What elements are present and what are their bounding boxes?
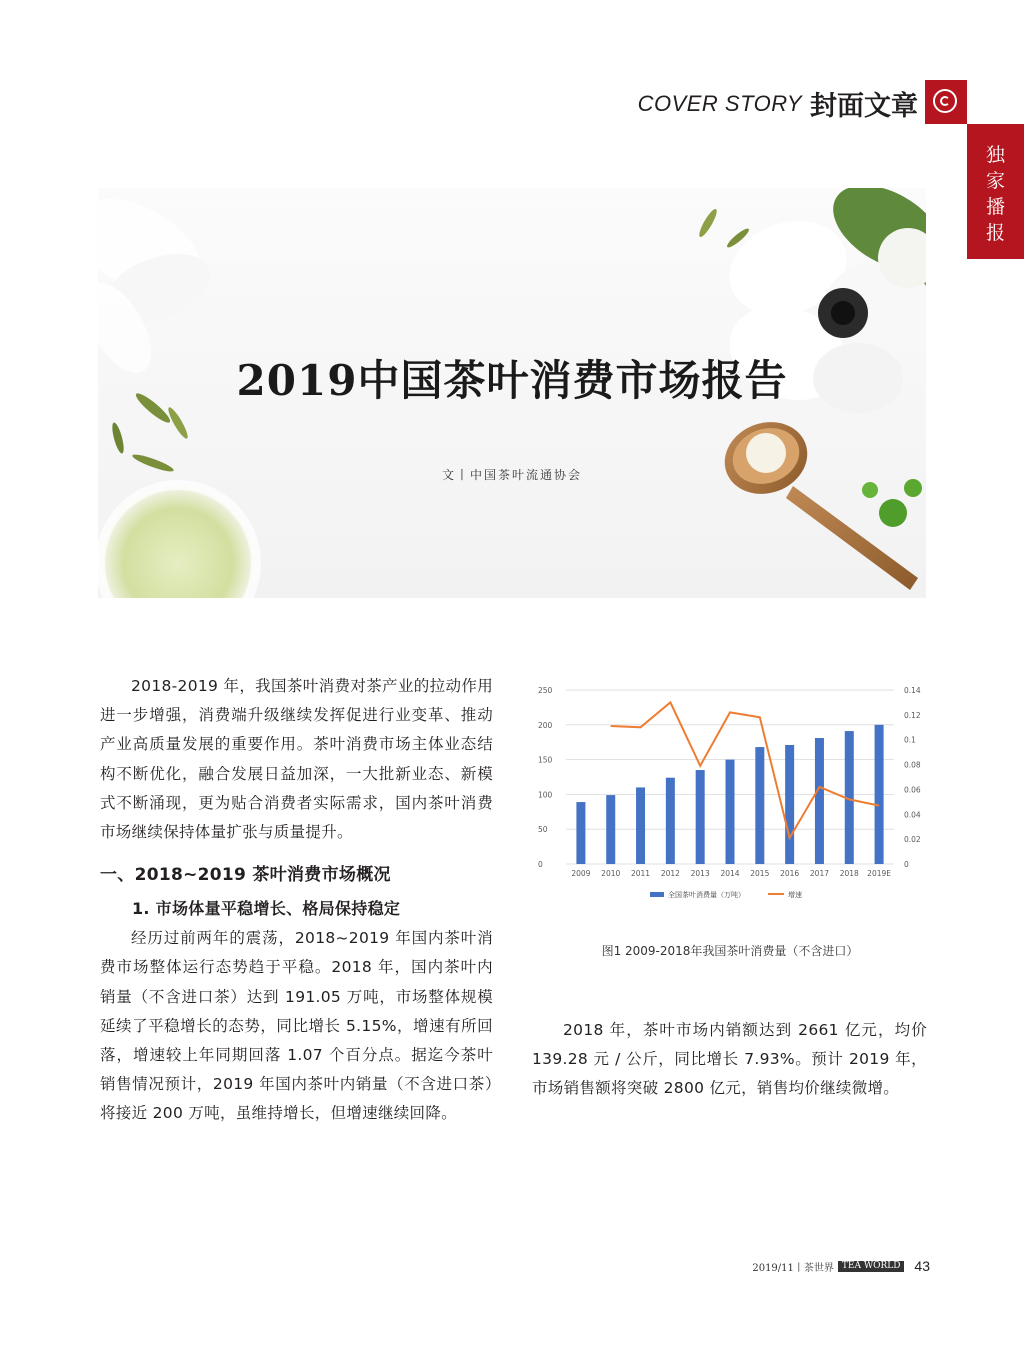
chart-caption: 图1 2009-2018年我国茶叶消费量（不含进口） <box>601 944 859 958</box>
x-tick-label: 2016 <box>780 869 800 878</box>
y-left-tick-label: 0 <box>538 860 543 869</box>
text-column-left <box>100 672 493 1129</box>
x-tick-label: 2019E <box>867 869 892 878</box>
chart-bar <box>785 745 794 864</box>
legend-swatch-bar <box>650 892 664 897</box>
chart-bar <box>875 725 884 864</box>
y-right-tick-label: 0.12 <box>904 710 921 720</box>
x-tick-label: 2011 <box>630 869 651 878</box>
side-tab <box>967 124 1024 259</box>
side-tab-char: 报 <box>985 222 1005 244</box>
chart-bar <box>606 795 615 864</box>
y-right-tick-label: 0.14 <box>904 686 921 695</box>
side-tab-char: 播 <box>985 196 1005 218</box>
chart-growth-line <box>611 702 879 838</box>
y-right-tick-label: 0.04 <box>904 810 921 820</box>
body-paragraph: 2018 年，茶叶市场内销额达到 2661 亿元，均价 139.28 元 / 公斤，同比增长 7.93%。预计 2019 年，市场销售额将突破 2800 亿元，销售均价继续微增。 <box>532 1021 927 1098</box>
x-tick-label: 2014 <box>720 869 740 878</box>
section-label-en: COVER STORY <box>637 90 802 116</box>
x-tick-label: 2012 <box>660 869 680 878</box>
magazine-logo-icon <box>925 80 967 124</box>
cover-banner <box>98 188 926 598</box>
page-footer <box>752 1258 930 1274</box>
y-left-tick-label: 150 <box>538 755 553 765</box>
y-right-tick-label: 0.1 <box>904 735 916 745</box>
legend-label: 全国茶叶消费量（万吨） <box>668 891 745 899</box>
text-column-right <box>532 1016 927 1104</box>
y-left-tick-label: 250 <box>538 686 553 695</box>
chart-bar <box>815 738 824 864</box>
chart-bar <box>726 760 735 864</box>
y-left-tick-label: 200 <box>538 720 553 730</box>
x-tick-label: 2009 <box>571 869 591 878</box>
issue-label: 2019/11丨茶世界 <box>752 1262 834 1274</box>
y-right-tick-label: 0.08 <box>904 760 921 770</box>
y-right-tick-label: 0.02 <box>904 835 921 845</box>
section-header <box>638 84 918 123</box>
chart-bar <box>666 778 675 864</box>
x-tick-label: 2017 <box>809 869 830 878</box>
consumption-chart <box>532 676 928 912</box>
section-heading: 一、2018~2019 茶叶消费市场概况 <box>100 865 391 886</box>
intro-paragraph: 2018-2019 年，我国茶叶消费对茶产业的拉动作用进一步增强，消费端升级继续发挥促进行业变革、推动产业高质量发展的重要作用。茶叶消费市场主体业态结构不断优化，融合发展日益加深，一大批新业态、新模式不断涌现，更为贴合消费者实际需求，国内茶叶消费市场继续保持体量扩张与质量提升。 <box>100 677 493 842</box>
chart-bar <box>755 747 764 864</box>
chart-bar <box>696 770 705 864</box>
chart-bar <box>636 787 645 864</box>
brand-label: TEA WORLD <box>838 1261 905 1272</box>
side-tab-char: 独 <box>985 144 1005 166</box>
page-number: 43 <box>914 1258 930 1274</box>
chart-bar <box>576 802 585 864</box>
y-left-tick-label: 100 <box>538 790 553 800</box>
subsection-heading: 1. 市场体量平稳增长、格局保持稳定 <box>132 899 401 919</box>
body-paragraph: 经历过前两年的震荡，2018~2019 年国内茶叶消费市场整体运行态势趋于平稳。2018 年，国内茶叶内销量（不含进口茶）达到 191.05 万吨，市场整体规模延续了平稳增长的态势，同比增长 5.15%，增速有所回落，增速较上年同期回落 1.07 个百分点。据迄今茶叶销售情况预计，2019 年国内茶叶内销量（不含进口茶）将接近 200 万吨，虽维持增长，但增速继续回降。 <box>100 929 493 1123</box>
legend-label: 增速 <box>788 891 802 899</box>
article-title: 2019中国茶叶消费市场报告 <box>236 356 788 405</box>
y-right-tick-label: 0.06 <box>904 785 921 795</box>
section-label-zh: 封面文章 <box>810 91 918 122</box>
side-tab-char: 家 <box>985 170 1005 192</box>
y-right-tick-label: 0 <box>904 860 909 869</box>
x-tick-label: 2015 <box>750 869 770 878</box>
article-byline: 文丨中国茶叶流通协会 <box>441 468 582 482</box>
x-tick-label: 2010 <box>601 869 621 878</box>
x-tick-label: 2013 <box>690 869 710 878</box>
y-left-tick-label: 50 <box>538 825 548 835</box>
x-tick-label: 2018 <box>839 869 859 878</box>
